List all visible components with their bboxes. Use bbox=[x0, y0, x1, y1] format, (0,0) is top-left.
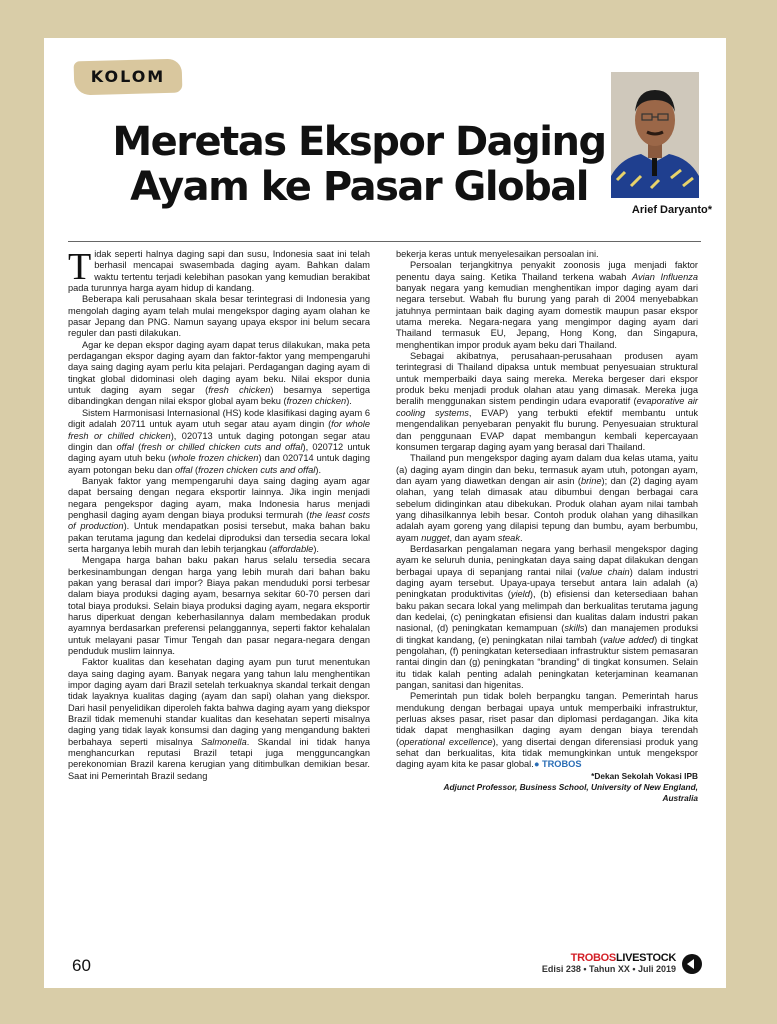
paragraph: Beberapa kali perusahaan skala besar terintegrasi di Indonesia yang mengolah daging ayam telah mulai mengekspor daging ayam olahan ke pasar Jepang dan PNG. Namun sayang upaya ekspor ini belum secara reguler dan pasti dilakukan. bbox=[68, 294, 370, 339]
paragraph: Sebagai akibatnya, perusahaan-perusahaan produsen ayam terintegrasi di Thailand dipaksa untuk membuat penyesuaian struktural untuk memperbaiki daya saing mereka. Mereka bergeser dari ekspor produk beku menjadi produk olahan atau yang dimasak. Mereka juga beralih menggunakan sistem pendingin udara evaporatif (evaporative air cooling systems, EVAP) yang terbukti efektif membantu untuk mengendalikan penyebaran penyakit flu burung. Penyesuaian struktural dan penggunaan EVAP dapat membangun kembali kepercayaan konsumen tergarap daging ayam yang berasal dari Thailand. bbox=[396, 351, 699, 452]
section-label: KOLOM bbox=[90, 67, 166, 86]
drop-cap: T bbox=[68, 246, 92, 288]
author-photo bbox=[611, 72, 699, 198]
paragraph: Agar ke depan ekspor daging ayam dapat terus dilakukan, maka peta perdagangan ekspor daging ayam dan faktor-faktor yang mempengaruhi daya saing daging ayam perlu kita pelajari. Perdagangan daging ayam di tingkat global didominasi oleh daging ayam beku. Nilai ekspor dunia untuk daging ayam segar (fresh chicken) besarnya sepertiga dibandingkan dengan nilai ekspor global ayam beku (frozen chicken). bbox=[68, 339, 371, 407]
paragraph: Mengapa harga bahan baku pakan harus selalu tersedia secara berkesinambungan dengan harga yang lebih murah dari bahan baku pakan yang berasal dari impor? Biaya pakan menduduki porsi terbesar dalam biaya produksi daging ayam, besarnya sekitar 60-70 persen dari total biaya produksi. Selain biaya produksi daging ayam, negara eksportir harus diperkuat dengan keberhasilannya dalam membedakan produk ayamnya berdasarkan preferensi pelanggannya, seperti faktor kehalalan untuk melayani pasar Timur Tengah dan pasar negara-negara dengan penduduk muslim lainnya. bbox=[68, 555, 370, 657]
page-number: 60 bbox=[72, 956, 91, 975]
headline-line-2: Ayam ke Pasar Global bbox=[130, 164, 588, 210]
brand-logo: TROBOSLIVESTOCK bbox=[570, 952, 676, 964]
paragraph: Tidak seperti halnya daging sapi dan susu, Indonesia saat ini telah berhasil mencapai swasembada daging ayam. Bahkan dalam waktu tertentu terjadi kelebihan pasokan yang kemudian berakibat pada turunnya harga ayam hidup di kandang. bbox=[68, 246, 370, 294]
header-divider bbox=[68, 241, 701, 242]
section-label-badge bbox=[74, 59, 183, 96]
publication-brand bbox=[542, 952, 676, 974]
paragraph: Banyak faktor yang mempengaruhi daya saing daging ayam agar dapat bersaing dengan negara eksportir lainnya. Jika ingin menjadi negara pengekspor daging ayam, maka Indonesia harus menjadi penghasil daging ayam dengan biaya produksi termurah (the least costs of production). Untuk mendapatkan posisi tersebut, maka bahan baku pakan terutama jagung dan kedelai diproduksi dan tersedia secara lokal serta harganya lebih murah dan lebih terjangkau (affordable). bbox=[68, 475, 370, 554]
author-footnote: *Dekan Sekolah Vokasi IPB bbox=[591, 770, 698, 781]
paragraph: bekerja keras untuk menyelesaikan persoalan ini. bbox=[396, 249, 599, 259]
paragraph: Berdasarkan pengalaman negara yang berhasil mengekspor daging ayam ke seluruh dunia, peningkatan daya saing dapat dilakukan dengan berbagai upaya di sepanjang rantai nilai (value chain) dalam industri daging ayam tersebut. Upaya-upaya tersebut antara lain adalah (a) peningkatan produktivitas (yield), (b) efisiensi dan ketersediaan bahan baku pakan secara lokal yang melimpah dan berkualitas terutama jagung dan kedelai, (c) peningkatan efisiensi dan kualitas dalam industri pakan nasional, (d) peningkatan kemampuan (skills) dan manajemen produksi di tingkat kandang, (e) peningkatan nilai tambah (value added) di tingkat pengolahan, (f) peningkatan ketersediaan infrastruktur sistem pemasaran rantai dingin dan (g) peningkatan “branding” di tingkat konsumen. Selain itu tidak kalah penting adalah peningkatan keterjaminan keamanan pangan, sanitasi dan higenitas. bbox=[396, 543, 698, 691]
author-name: Arief Daryanto* bbox=[631, 204, 712, 216]
paragraph: Sistem Harmonisasi Internasional (HS) kode klasifikasi daging ayam 6 digit adalah 20711 untuk ayam utuh segar atau ayam dingin (for whole fresh or chilled chicken), 020713 untuk daging potongan segar atau dingin dan offal (fresh or chilled chicken cuts and offal), 020712 untuk daging ayam utuh beku (whole frozen chicken) dan 020714 untuk daging ayam potongan beku dan offal (frozen chicken cuts and offal). bbox=[68, 407, 371, 475]
author-affiliation: Adjunct Professor, Business School, University of New England, Australia bbox=[443, 781, 698, 803]
article-column-right bbox=[396, 249, 698, 804]
article-column-left bbox=[68, 246, 371, 782]
triangle-left-icon[interactable] bbox=[682, 954, 702, 974]
magazine-page bbox=[44, 38, 726, 988]
paragraph: Pemerintah pun tidak boleh berpangku tangan. Pemerintah harus mendukung dengan berbagai upaya untuk memperbaiki infrastruktur, perluas akses pasar, riset pasar dan diplomasi perdagangan. Jika kita tidak dapat menghasilkan daging ayam dengan biaya terendah (operational excellence), yang disertai dengan diferensiasi produk yang sehat dan berkualitas, kita tidak memungkinkan untuk mengekspor daging ayam kita ke pasar global.● TROBOS bbox=[396, 691, 698, 770]
edition-info: Edisi 238 • Tahun XX • Juli 2019 bbox=[541, 964, 676, 974]
paragraph: Faktor kualitas dan kesehatan daging ayam pun turut menentukan daya saing daging ayam. Banyak negara yang tahun lalu menghentikan impor daging ayam dari Brazil setelah terkuaknya skandal terkait dengan tidak layaknya kualitas daging (ayam dan sapi) olahan yang diekspor. Dari hasil penyelidikan diperoleh fakta bahwa daging ayam yang diekspor Brazil tidak memenuhi standar kualitas dan kesehatan seperti misalnya daging yang tidak layak konsumsi dan daging yang mengandung bakteri berbahaya seperti misalnya Salmonella. Skandal ini tidak hanya menghancurkan reputasi Brazil tetapi juga mengguncangkan perekonomian Brazil karena kerugian yang ditimbulkan demikian besar. Saat ini Pemerintah Brazil sedang bbox=[68, 657, 370, 781]
paragraph: Persoalan terjangkitnya penyakit zoonosis juga menjadi faktor penentu daya saing. Ketika Thailand terkena wabah Avian Influenza banyak negara yang kemudian menghentikan impor daging ayam dari negara tersebut. Wabah flu burung yang parah di 2004 menyebabkan jatuhnya permintaan baik daging ayam domestik maupun pasar ekspor utama mereka. Negara-negara yang mengimpor daging ayam dari Thailand termasuk EU, Jepang, Hong Kong, dan Singapura, menghentikan impor produk ayam beku dari Thailand. bbox=[396, 260, 698, 350]
headline-line-1: Meretas Ekspor Daging bbox=[112, 119, 606, 165]
end-mark: ● TROBOS bbox=[533, 759, 582, 770]
paragraph: Thailand pun mengekspor daging ayam dalam dua kelas utama, yaitu (a) daging ayam dingin dan beku, termasuk ayam utuh, potongan ayam, dan ayam yang diawetkan dengan air asin (brine); dan (2) daging ayam olahan, yang telah dimasak atau dibumbui dengan berbagai cara sebelum didinginkan atau dibekukan. Produk olahan ayam nilai tambah yang dihasilkannya lebih besar. Contoh produk olahan yang dihasilkan adalah ayam goreng yang dilapisi tepung dan bumbu, ayam berbumbu, ayam nugget, dan ayam steak. bbox=[396, 453, 698, 543]
article-headline bbox=[84, 120, 634, 210]
author-portrait-image bbox=[611, 72, 699, 198]
